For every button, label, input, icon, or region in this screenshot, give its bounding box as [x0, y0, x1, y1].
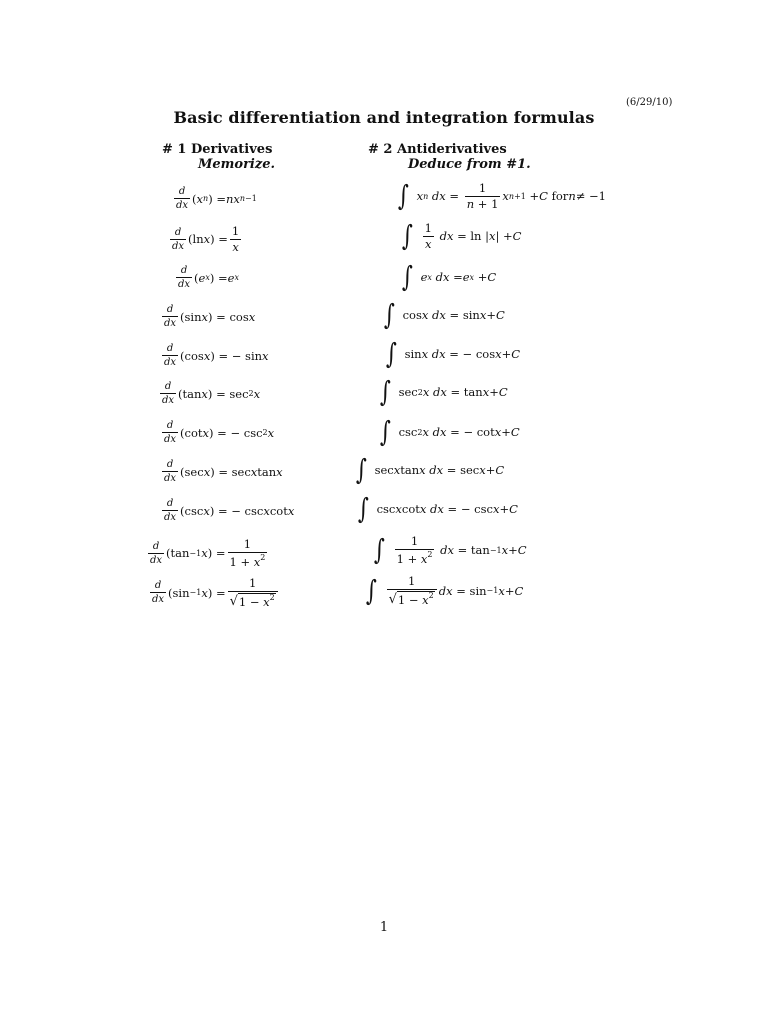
page-title: Basic differentiation and integration formulas: [173, 108, 595, 127]
integral-arcsin: ∫ 1 √ $1 - x^2$ dx = sin −1 x + C: [365, 573, 524, 608]
page-number: 1: [379, 920, 389, 935]
derivatives-heading: # 1 Derivatives: [162, 142, 273, 157]
derivative-cos: $\frac{d}{dx}$ (cos x ) = − sin x: [164, 343, 269, 368]
integral-power: ∫ x n dx = $\frac{1}{n + 1}$ x n+1 + C for n ≠ −1: [397, 179, 606, 213]
integral-arctan: ∫ $\frac{1}{1 + x^2}$ dx = tan −1 x + C: [373, 533, 527, 567]
date-label: (6/29/10): [626, 97, 673, 108]
integral-exp: ∫ e x dx = e x + C: [401, 260, 497, 293]
derivative-cot: $\frac{d}{dx}$ (cot x ) = − csc 2 x: [164, 420, 275, 445]
derivative-exp: $\frac{d}{dx}$ ( e x ) = e x: [178, 265, 239, 290]
integral-cos: ∫ cos x dx = sin x + C: [383, 298, 505, 331]
derivative-sec: $\frac{d}{dx}$ (sec x ) = sec x tan x: [164, 459, 283, 484]
integral-csc-squared: ∫ csc 2 x dx = − cot x + C: [379, 415, 520, 448]
derivative-arctan: $\frac{d}{dx}$ (tan −1 x ) = $\frac{1}{1 + x^2}$: [150, 537, 266, 569]
integral-csc-cot: ∫ csc x cot x dx = − csc x + C: [357, 492, 518, 525]
antiderivatives-subheading: Deduce from #1.: [408, 157, 531, 172]
integral-reciprocal: ∫ $\frac{1}{x}$ dx = ln | x | + C: [401, 219, 522, 253]
integral-sec-squared: ∫ sec 2 x dx = tan x + C: [379, 375, 508, 408]
derivative-arcsin: $\frac{d}{dx}$ (sin −1 x ) = 1 √ $1 - x^2$: [148, 577, 280, 608]
derivatives-subheading: Memorize.: [198, 157, 276, 172]
derivative-tan: $\frac{d}{dx}$ (tan x ) = sec 2 x: [162, 381, 261, 406]
derivative-sin: $\frac{d}{dx}$ (sin x ) = cos x: [164, 304, 256, 329]
derivative-csc: $\frac{d}{dx}$ (csc x ) = − csc x cot x: [164, 498, 295, 523]
antiderivatives-heading: # 2 Antiderivatives: [368, 142, 507, 157]
integral-sec-tan: ∫ sec x tan x dx = sec x + C: [355, 453, 505, 486]
derivative-ln: $\frac{d}{dx}$ (ln x ) = $\frac{1}{x}$: [172, 224, 240, 254]
derivative-power: $\frac{d}{dx}$ ( x n ) = nx n −1: [176, 186, 257, 211]
integral-sin: ∫ sin x dx = − cos x + C: [385, 337, 521, 370]
